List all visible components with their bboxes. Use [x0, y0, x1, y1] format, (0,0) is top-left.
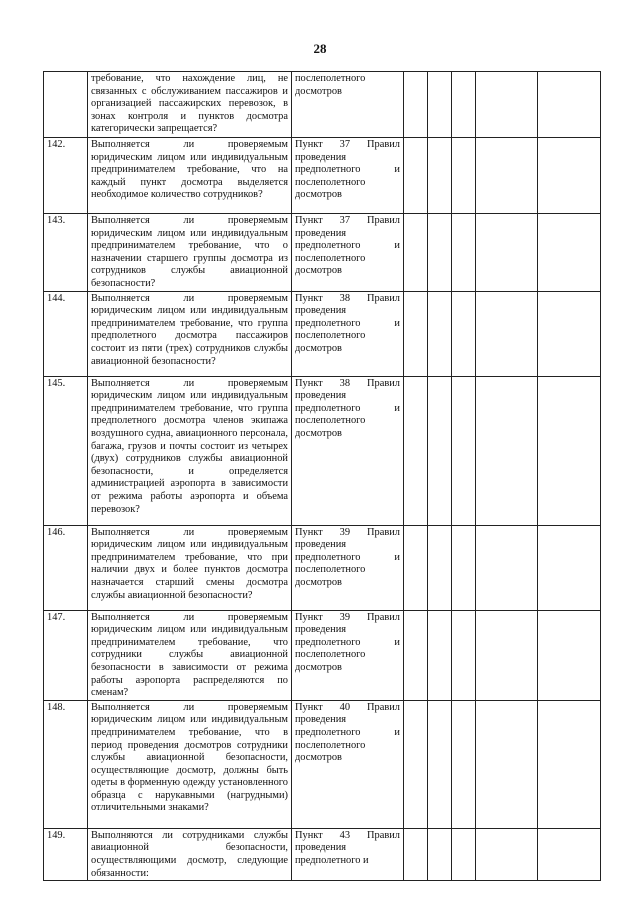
answer-cell [476, 376, 538, 525]
answer-cell [452, 700, 476, 828]
table-row [44, 525, 601, 610]
requirement-question: Выполняются ли сотрудниками службы авиационной безопасности, осуществляющими досмотр, следующие обязанности: [88, 828, 292, 880]
answer-cell [452, 214, 476, 292]
table-row [44, 828, 601, 880]
answer-cell [428, 610, 452, 700]
requirement-question: Выполняется ли проверяемым юридическим лицом или индивидуальным предпринимателем требование, что сотрудники службы авиационной безопасности в зависимости от режима работы аэропорта распределяются по сменам? [88, 610, 292, 700]
answer-cell [538, 376, 601, 525]
requirement-question: Выполняется ли проверяемым юридическим лицом или индивидуальным предпринимателем требование, что на каждый пункт досмотра выделяется необходимое количество сотрудников? [88, 138, 292, 214]
answer-cell [404, 138, 428, 214]
answer-cell [404, 291, 428, 376]
answer-cell [404, 700, 428, 828]
legal-reference: Пункт 39 Правил проведения предполетного и послеполетного досмотров [292, 525, 404, 610]
answer-cell [476, 72, 538, 138]
answer-cell [404, 828, 428, 880]
legal-reference: Пункт 37 Правил проведения предполетного и послеполетного досмотров [292, 214, 404, 292]
answer-cell [538, 525, 601, 610]
row-number: 144. [44, 291, 88, 376]
answer-cell [428, 138, 452, 214]
answer-cell [538, 138, 601, 214]
requirement-question: Выполняется ли проверяемым юридическим лицом или индивидуальным предпринимателем требование, что группа предполетного досмотра членов экипажа воздушного судна, авиационного персонала, багажа, грузов и почты состоит из четырех (двух) сотрудников службы авиационной безопасности, и определяется администрацией аэропорта в зависимости от режима работы аэропорта и объема перевозок? [88, 376, 292, 525]
answer-cell [538, 72, 601, 138]
table-row [44, 72, 601, 138]
table-row [44, 138, 601, 214]
answer-cell [476, 700, 538, 828]
legal-reference: Пункт 40 Правил проведения предполетного и послеполетного досмотров [292, 700, 404, 828]
answer-cell [538, 291, 601, 376]
answer-cell [538, 828, 601, 880]
answer-cell [538, 700, 601, 828]
answer-cell [452, 376, 476, 525]
answer-cell [428, 72, 452, 138]
answer-cell [452, 525, 476, 610]
row-number: 143. [44, 214, 88, 292]
answer-cell [404, 376, 428, 525]
table-row [44, 700, 601, 828]
answer-cell [404, 610, 428, 700]
row-number: 148. [44, 700, 88, 828]
answer-cell [476, 828, 538, 880]
row-number: 145. [44, 376, 88, 525]
legal-reference: Пункт 39 Правил проведения предполетного и послеполетного досмотров [292, 610, 404, 700]
answer-cell [476, 610, 538, 700]
answer-cell [404, 525, 428, 610]
answer-cell [476, 138, 538, 214]
answer-cell [476, 291, 538, 376]
row-number: 142. [44, 138, 88, 214]
answer-cell [538, 610, 601, 700]
answer-cell [428, 525, 452, 610]
answer-cell [428, 376, 452, 525]
answer-cell [428, 700, 452, 828]
answer-cell [452, 138, 476, 214]
row-number [44, 72, 88, 138]
answer-cell [452, 828, 476, 880]
requirement-question: Выполняется ли проверяемым юридическим лицом или индивидуальным предпринимателем требование, что в период проведения досмотров сотрудники службы авиационной безопасности, осуществляющие досмотр, должны быть одеты в форменную одежду установленного образца с нарукавными (нагрудными) отличительными знаками? [88, 700, 292, 828]
legal-reference: послеполетного досмотров [292, 72, 404, 138]
answer-cell [452, 291, 476, 376]
requirement-question: Выполняется ли проверяемым юридическим лицом или индивидуальным предпринимателем требование, что группа предполетного досмотра пассажиров состоит из пяти (трех) сотрудников службы авиационной безопасности? [88, 291, 292, 376]
row-number: 147. [44, 610, 88, 700]
legal-reference: Пункт 38 Правил проведения предполетного и послеполетного досмотров [292, 291, 404, 376]
requirement-question: требование, что нахождение лиц, не связанных с обслуживанием пассажиров и организацией пассажирских перевозок, в зонах контроля и пунктов досмотра категорически запрещается? [88, 72, 292, 138]
table-row [44, 291, 601, 376]
answer-cell [452, 610, 476, 700]
legal-reference: Пункт 38 Правил проведения предполетного и послеполетного досмотров [292, 376, 404, 525]
answer-cell [428, 828, 452, 880]
answer-cell [452, 72, 476, 138]
table-row [44, 214, 601, 292]
answer-cell [404, 214, 428, 292]
answer-cell [428, 291, 452, 376]
answer-cell [476, 214, 538, 292]
table-row [44, 610, 601, 700]
answer-cell [428, 214, 452, 292]
answer-cell [476, 525, 538, 610]
requirement-question: Выполняется ли проверяемым юридическим лицом или индивидуальным предпринимателем требование, что при наличии двух и более пунктов досмотра назначается старший смены досмотра службы авиационной безопасности? [88, 525, 292, 610]
legal-reference: Пункт 37 Правил проведения предполетного и послеполетного досмотров [292, 138, 404, 214]
row-number: 149. [44, 828, 88, 880]
answer-cell [538, 214, 601, 292]
legal-reference: Пункт 43 Правил проведения предполетного и [292, 828, 404, 880]
page-number: 28 [313, 41, 327, 56]
answer-cell [404, 72, 428, 138]
requirement-question: Выполняется ли проверяемым юридическим лицом или индивидуальным предпринимателем требование, что о назначении старшего группы досмотра из сотрудников службы авиационной безопасности? [88, 214, 292, 292]
table-row [44, 376, 601, 525]
checklist-table [43, 71, 601, 881]
row-number: 146. [44, 525, 88, 610]
